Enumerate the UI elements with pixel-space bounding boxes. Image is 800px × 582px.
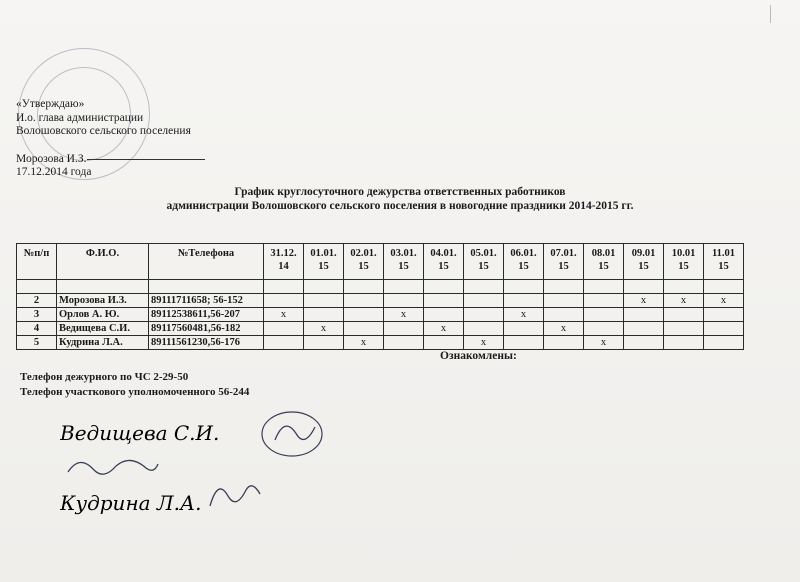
duty-mark bbox=[424, 336, 464, 350]
row-num: 5 bbox=[17, 336, 57, 350]
duty-mark bbox=[584, 308, 624, 322]
duty-mark bbox=[504, 294, 544, 308]
phone-info bbox=[20, 370, 249, 400]
duty-mark bbox=[584, 280, 624, 294]
duty-mark bbox=[384, 336, 424, 350]
header-date: 31.12. 14 bbox=[264, 244, 304, 280]
row-num: 2 bbox=[17, 294, 57, 308]
approval-block bbox=[16, 98, 205, 180]
header-phone: №Телефона bbox=[149, 244, 264, 280]
title-line-2: администрации Волошовского сельского поселения в новогодние праздники 2014-2015 гг. bbox=[166, 200, 634, 212]
row-fio: Орлов А. Ю. bbox=[57, 308, 149, 322]
duty-mark bbox=[664, 336, 704, 350]
duty-mark bbox=[624, 308, 664, 322]
row-num: 4 bbox=[17, 322, 57, 336]
signature-kudrina: Кудрина Л.А. bbox=[60, 491, 202, 515]
header-date: 04.01. 15 bbox=[424, 244, 464, 280]
row-fio bbox=[57, 280, 149, 294]
duty-mark bbox=[424, 280, 464, 294]
row-fio: Кудрина Л.А. bbox=[57, 336, 149, 350]
duty-mark: x bbox=[424, 322, 464, 336]
staple-mark bbox=[770, 5, 779, 23]
row-fio: Ведищева С.И. bbox=[57, 322, 149, 336]
duty-mark bbox=[624, 280, 664, 294]
duty-mark bbox=[304, 280, 344, 294]
duty-mark bbox=[464, 322, 504, 336]
approval-signer: Морозова И.З. bbox=[16, 152, 87, 165]
header-date: 07.01. 15 bbox=[544, 244, 584, 280]
duty-phone: Телефон дежурного по ЧС 2-29-50 bbox=[20, 371, 189, 383]
title-line-1: График круглосуточного дежурства ответственных работников bbox=[234, 186, 566, 198]
approval-date: 17.12.2014 года bbox=[16, 166, 92, 178]
acknowledged-label: Ознакомлены: bbox=[440, 350, 517, 362]
duty-mark bbox=[664, 322, 704, 336]
duty-mark: x bbox=[344, 336, 384, 350]
row-phone bbox=[149, 280, 264, 294]
duty-mark bbox=[304, 294, 344, 308]
duty-mark bbox=[704, 322, 744, 336]
header-date: 01.01. 15 bbox=[304, 244, 344, 280]
duty-mark bbox=[704, 308, 744, 322]
duty-mark: x bbox=[384, 308, 424, 322]
duty-mark bbox=[424, 294, 464, 308]
row-phone: 89112538611,56-207 bbox=[149, 308, 264, 322]
table-row bbox=[17, 294, 744, 308]
duty-mark bbox=[544, 308, 584, 322]
approval-org: Волошовского сельского поселения bbox=[16, 125, 191, 137]
duty-mark bbox=[264, 336, 304, 350]
signature-scribbles bbox=[60, 410, 380, 530]
header-date: 03.01. 15 bbox=[384, 244, 424, 280]
row-fio: Морозова И.З. bbox=[57, 294, 149, 308]
duty-mark bbox=[664, 280, 704, 294]
duty-mark bbox=[264, 280, 304, 294]
row-num: 3 bbox=[17, 308, 57, 322]
header-date: 02.01. 15 bbox=[344, 244, 384, 280]
duty-mark bbox=[344, 280, 384, 294]
duty-mark bbox=[304, 308, 344, 322]
duty-mark bbox=[504, 336, 544, 350]
header-date: 09.01 15 bbox=[624, 244, 664, 280]
duty-mark bbox=[544, 294, 584, 308]
table-header-row bbox=[17, 244, 744, 280]
approval-signer-line bbox=[16, 153, 205, 167]
duty-mark bbox=[544, 336, 584, 350]
table-row bbox=[17, 336, 744, 350]
duty-mark: x bbox=[264, 308, 304, 322]
header-date: 06.01. 15 bbox=[504, 244, 544, 280]
row-num bbox=[17, 280, 57, 294]
duty-mark bbox=[264, 322, 304, 336]
header-date: 08.01 15 bbox=[584, 244, 624, 280]
table-row bbox=[17, 322, 744, 336]
duty-mark bbox=[384, 322, 424, 336]
duty-mark bbox=[344, 308, 384, 322]
duty-mark bbox=[504, 280, 544, 294]
duty-mark: x bbox=[664, 294, 704, 308]
signature-line bbox=[87, 159, 205, 160]
duty-mark: x bbox=[464, 336, 504, 350]
approval-position: И.о. глава администрации bbox=[16, 111, 144, 124]
officer-phone: Телефон участкового уполномоченного 56-244 bbox=[20, 386, 250, 398]
handwritten-signatures bbox=[60, 410, 380, 535]
header-num: №п/п bbox=[17, 244, 57, 280]
signature-vedishcheva: Ведищева С.И. bbox=[60, 421, 220, 445]
duty-schedule-table bbox=[16, 243, 744, 350]
duty-mark: x bbox=[584, 336, 624, 350]
header-fio: Ф.И.О. bbox=[57, 244, 149, 280]
duty-mark bbox=[704, 336, 744, 350]
duty-mark: x bbox=[504, 308, 544, 322]
row-phone: 89117560481,56-182 bbox=[149, 322, 264, 336]
duty-mark: x bbox=[304, 322, 344, 336]
duty-mark bbox=[384, 294, 424, 308]
duty-mark: x bbox=[624, 294, 664, 308]
duty-mark bbox=[264, 294, 304, 308]
duty-mark bbox=[704, 280, 744, 294]
header-date: 10.01 15 bbox=[664, 244, 704, 280]
row-phone: 89111561230,56-176 bbox=[149, 336, 264, 350]
table-row bbox=[17, 308, 744, 322]
header-date: 05.01. 15 bbox=[464, 244, 504, 280]
duty-mark bbox=[384, 280, 424, 294]
duty-mark bbox=[504, 322, 544, 336]
duty-mark bbox=[624, 322, 664, 336]
table-row bbox=[17, 280, 744, 294]
duty-mark bbox=[424, 308, 464, 322]
duty-mark bbox=[304, 336, 344, 350]
document-title bbox=[130, 185, 670, 213]
duty-mark bbox=[544, 280, 584, 294]
duty-mark bbox=[464, 280, 504, 294]
duty-mark: x bbox=[704, 294, 744, 308]
duty-mark bbox=[464, 294, 504, 308]
duty-mark bbox=[624, 336, 664, 350]
row-phone: 89111711658; 56-152 bbox=[149, 294, 264, 308]
duty-mark bbox=[464, 308, 504, 322]
approval-heading: «Утверждаю» bbox=[16, 98, 85, 110]
duty-mark bbox=[664, 308, 704, 322]
duty-mark bbox=[344, 294, 384, 308]
duty-mark bbox=[584, 294, 624, 308]
duty-mark bbox=[584, 322, 624, 336]
header-date: 11.01 15 bbox=[704, 244, 744, 280]
duty-mark: x bbox=[544, 322, 584, 336]
duty-mark bbox=[344, 322, 384, 336]
